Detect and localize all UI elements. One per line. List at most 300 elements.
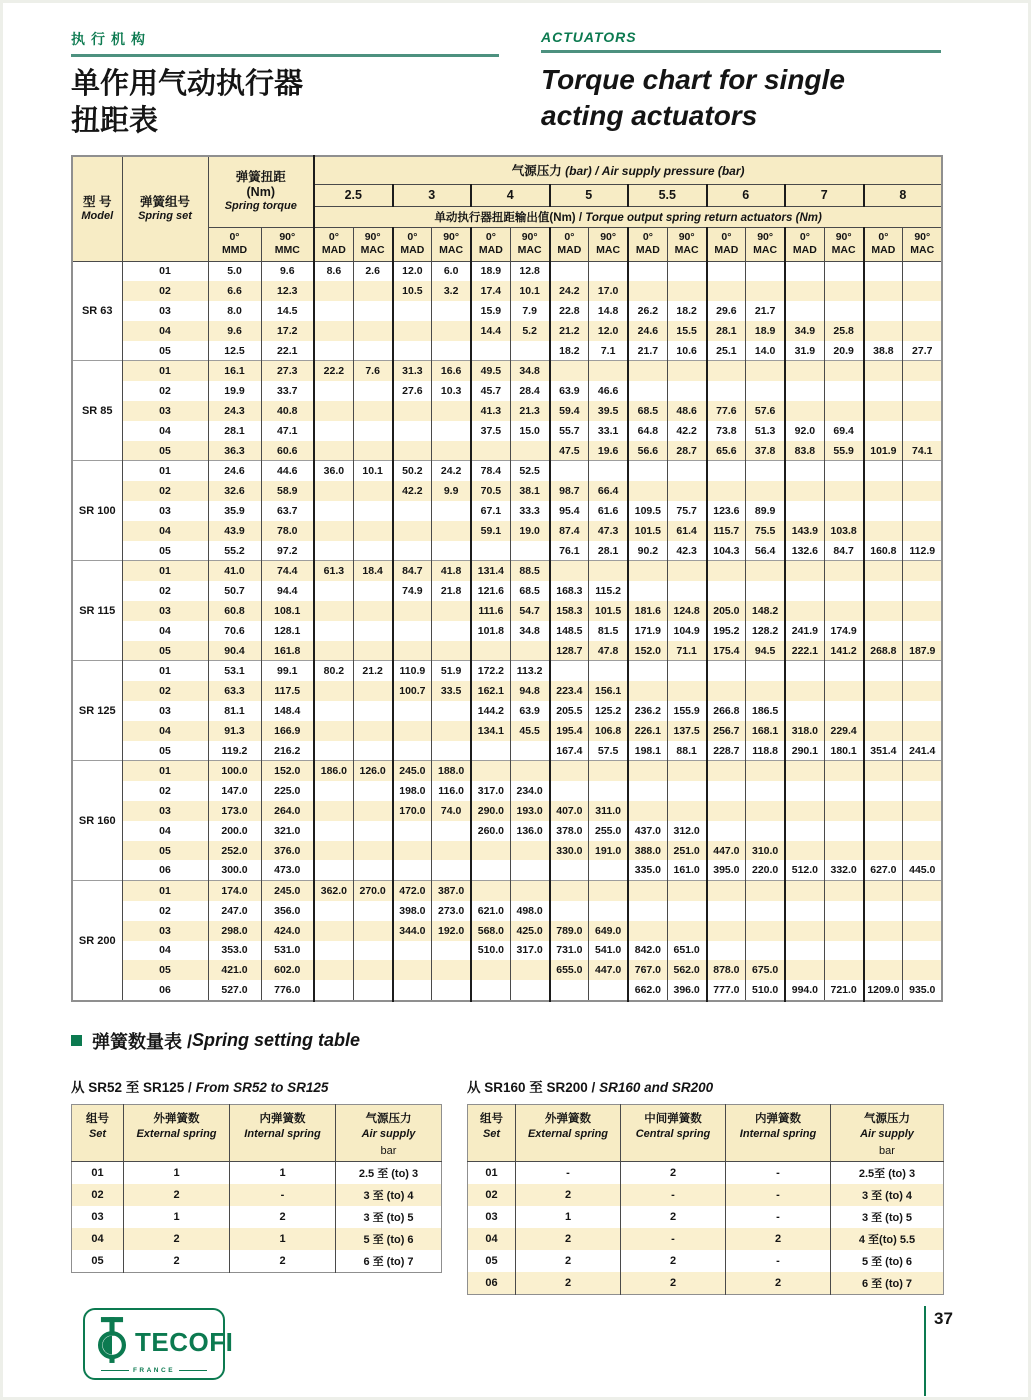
torque-cell: 655.0 [550, 960, 589, 980]
torque-cell: 317.0 [510, 941, 549, 961]
torque-cell: 10.5 [393, 281, 432, 301]
torque-cell: 42.2 [667, 421, 706, 441]
torque-cell: 180.1 [824, 741, 863, 761]
torque-cell: 17.4 [471, 281, 510, 301]
torque-cell [550, 261, 589, 281]
set-cell: 03 [122, 401, 208, 421]
torque-cell: 15.5 [667, 321, 706, 341]
logo-brand-text: TECOFI [135, 1326, 234, 1357]
torque-cell: 172.2 [471, 661, 510, 681]
torque-cell: 187.9 [903, 641, 942, 661]
torque-cell: 332.0 [824, 860, 863, 880]
torque-cell [824, 261, 863, 281]
torque-cell: 28.1 [707, 321, 746, 341]
torque-cell [314, 581, 353, 601]
set-cell: 05 [122, 441, 208, 461]
spring-set-header-zh: 弹簧组号 [139, 194, 190, 209]
spring-header-set: 组号 Set [468, 1104, 516, 1161]
torque-cell [903, 901, 942, 921]
torque-cell: 255.0 [589, 821, 628, 841]
torque-cell [667, 361, 706, 381]
torque-cell [628, 881, 667, 901]
spring-cell: 02 [72, 1184, 124, 1206]
torque-cell: 241.9 [785, 621, 824, 641]
torque-cell: 103.8 [824, 521, 863, 541]
torque-cell: 18.2 [667, 301, 706, 321]
torque-cell [471, 741, 510, 761]
set-cell: 03 [122, 921, 208, 941]
torque-cell: 69.4 [824, 421, 863, 441]
torque-cell: 510.0 [746, 980, 785, 1001]
torque-cell: 731.0 [550, 941, 589, 961]
torque-cell [903, 921, 942, 941]
torque-cell: 54.7 [510, 601, 549, 621]
torque-cell: 34.9 [785, 321, 824, 341]
torque-cell: 512.0 [785, 860, 824, 880]
spring-setting-section-title [71, 1028, 960, 1054]
torque-cell: 5.2 [510, 321, 549, 341]
torque-cell [824, 461, 863, 481]
torque-cell [667, 681, 706, 701]
torque-cell [550, 980, 589, 1001]
torque-cell: 22.8 [550, 301, 589, 321]
torque-cell [864, 941, 903, 961]
set-cell: 06 [122, 860, 208, 880]
spring-setting-tables [71, 1076, 960, 1295]
torque-cell [746, 881, 785, 901]
torque-cell: 144.2 [471, 701, 510, 721]
torque-cell: 100.7 [393, 681, 432, 701]
torque-cell [314, 921, 353, 941]
torque-output-header [314, 206, 942, 227]
set-cell: 06 [122, 980, 208, 1001]
torque-cell: 310.0 [746, 841, 785, 861]
torque-cell: 270.0 [353, 881, 392, 901]
torque-row-SR125-03 [72, 701, 942, 721]
torque-cell [353, 921, 392, 941]
spring-cell: 02 [468, 1184, 516, 1206]
torque-cell [353, 601, 392, 621]
torque-row-SR100-01 [72, 461, 942, 481]
torque-cell [510, 541, 549, 561]
torque-cell: 94.5 [746, 641, 785, 661]
torque-cell [824, 941, 863, 961]
torque-cell [314, 401, 353, 421]
torque-cell [824, 581, 863, 601]
torque-cell: 175.4 [707, 641, 746, 661]
torque-cell [432, 421, 471, 441]
torque-cell [510, 960, 549, 980]
torque-cell [628, 801, 667, 821]
torque-cell [353, 860, 392, 880]
torque-cell [550, 361, 589, 381]
torque-cell [824, 601, 863, 621]
torque-cell [707, 581, 746, 601]
torque-cell [864, 901, 903, 921]
torque-cell: 152.0 [628, 641, 667, 661]
torque-cell [903, 761, 942, 781]
torque-cell: 113.2 [510, 661, 549, 681]
torque-cell: 75.5 [746, 521, 785, 541]
model-cell: SR 115 [72, 561, 122, 661]
header-right [541, 29, 941, 140]
angle-code-header-mmc: 90° MMC [261, 227, 314, 261]
torque-row-SR200-03 [72, 921, 942, 941]
model-cell: SR 85 [72, 361, 122, 461]
torque-cell [785, 701, 824, 721]
torque-cell: 777.0 [707, 980, 746, 1001]
torque-cell [785, 781, 824, 801]
torque-cell: 266.8 [707, 701, 746, 721]
torque-cell: 234.0 [510, 781, 549, 801]
torque-cell [628, 901, 667, 921]
torque-cell [589, 860, 628, 880]
angle-code-header-mac: 90° MAC [353, 227, 392, 261]
torque-cell [353, 501, 392, 521]
mmc-cell: 33.7 [261, 381, 314, 401]
set-cell: 04 [122, 621, 208, 641]
set-cell: 05 [122, 960, 208, 980]
torque-cell [667, 921, 706, 941]
torque-cell [353, 841, 392, 861]
mmd-cell: 252.0 [208, 841, 261, 861]
torque-cell: 318.0 [785, 721, 824, 741]
torque-cell [864, 261, 903, 281]
torque-cell [432, 541, 471, 561]
torque-cell: 55.9 [824, 441, 863, 461]
torque-row-SR160-06 [72, 860, 942, 880]
torque-cell: 37.8 [746, 441, 785, 461]
torque-cell: 15.9 [471, 301, 510, 321]
spring-header-internal-spring: 内弹簧数 Internal spring [726, 1104, 831, 1161]
torque-cell: 118.8 [746, 741, 785, 761]
spring-row-02 [468, 1184, 944, 1206]
torque-cell: 568.0 [471, 921, 510, 941]
torque-cell [864, 401, 903, 421]
spring-header-external-spring: 外弹簧数 External spring [516, 1104, 621, 1161]
angle-code-header-mmd: 0° MMD [208, 227, 261, 261]
set-cell: 03 [122, 301, 208, 321]
torque-cell [628, 921, 667, 941]
torque-cell: 186.0 [314, 761, 353, 781]
angle-code-header-mad: 0° MAD [471, 227, 510, 261]
torque-cell: 188.0 [432, 761, 471, 781]
torque-cell: 222.1 [785, 641, 824, 661]
torque-cell: 45.7 [471, 381, 510, 401]
model-cell: SR 100 [72, 461, 122, 561]
mmd-cell: 353.0 [208, 941, 261, 961]
torque-cell: 388.0 [628, 841, 667, 861]
torque-cell [353, 441, 392, 461]
torque-cell [824, 901, 863, 921]
spring-row-01 [468, 1161, 944, 1184]
spring-setting-table-sr52-sr125 [71, 1104, 442, 1273]
torque-output-header-zh: 单动执行器扭距输出值(Nm) / [434, 211, 586, 224]
torque-cell: 56.6 [628, 441, 667, 461]
air-supply-pressure-header [314, 156, 942, 185]
torque-cell [471, 341, 510, 361]
spring-row-03 [72, 1206, 442, 1228]
torque-cell [903, 421, 942, 441]
torque-cell [432, 960, 471, 980]
spring-table-block-left [71, 1076, 442, 1273]
mmc-cell: 152.0 [261, 761, 314, 781]
torque-cell: 70.5 [471, 481, 510, 501]
torque-cell [432, 721, 471, 741]
torque-cell [707, 661, 746, 681]
spring-cell: 05 [468, 1250, 516, 1272]
spring-table-left-title [71, 1076, 442, 1096]
torque-cell [785, 401, 824, 421]
torque-cell: 330.0 [550, 841, 589, 861]
torque-cell: 198.1 [628, 741, 667, 761]
torque-cell [903, 401, 942, 421]
torque-cell [707, 881, 746, 901]
torque-cell [903, 481, 942, 501]
torque-cell: 395.0 [707, 860, 746, 880]
torque-cell [432, 321, 471, 341]
page-title-en-line1: Torque chart for single [541, 63, 845, 95]
torque-cell: 77.6 [707, 401, 746, 421]
torque-cell [314, 621, 353, 641]
torque-cell [314, 501, 353, 521]
header-rule-left [71, 54, 499, 57]
torque-cell [785, 361, 824, 381]
torque-row-SR63-02 [72, 281, 942, 301]
torque-cell [903, 681, 942, 701]
torque-cell: 110.9 [393, 661, 432, 681]
pressure-header-2.5: 2.5 [314, 184, 393, 206]
torque-cell [510, 441, 549, 461]
torque-cell: 106.8 [589, 721, 628, 741]
torque-cell: 63.9 [510, 701, 549, 721]
torque-cell [314, 801, 353, 821]
set-cell: 01 [122, 661, 208, 681]
torque-cell [864, 381, 903, 401]
mmc-cell: 40.8 [261, 401, 314, 421]
torque-cell: 36.0 [314, 461, 353, 481]
torque-cell [707, 561, 746, 581]
torque-cell: 56.4 [746, 541, 785, 561]
torque-cell: 18.9 [746, 321, 785, 341]
torque-cell [707, 761, 746, 781]
mmc-cell: 161.8 [261, 641, 314, 661]
spring-cell: 06 [468, 1272, 516, 1295]
torque-cell: 12.0 [589, 321, 628, 341]
set-cell: 03 [122, 601, 208, 621]
torque-cell [314, 441, 353, 461]
spring-cell: 2 [621, 1250, 726, 1272]
mmc-cell: 245.0 [261, 881, 314, 901]
spring-cell: 2 [516, 1272, 621, 1295]
torque-cell [432, 841, 471, 861]
mmd-cell: 174.0 [208, 881, 261, 901]
torque-cell [510, 980, 549, 1001]
torque-cell: 98.7 [550, 481, 589, 501]
torque-cell [314, 980, 353, 1001]
model-column-header [72, 156, 122, 262]
spring-cell: 1 [230, 1161, 336, 1184]
torque-row-SR160-05 [72, 841, 942, 861]
set-cell: 02 [122, 581, 208, 601]
torque-row-SR85-04 [72, 421, 942, 441]
model-header-zh: 型 号 [83, 194, 112, 209]
torque-cell: 74.9 [393, 581, 432, 601]
torque-cell: 437.0 [628, 821, 667, 841]
spring-cell: 2 [230, 1206, 336, 1228]
torque-cell: 311.0 [589, 801, 628, 821]
torque-cell [314, 960, 353, 980]
torque-cell [864, 561, 903, 581]
torque-cell [353, 341, 392, 361]
torque-cell: 65.6 [707, 441, 746, 461]
spring-table-right-title-zh: 从 SR160 至 SR200 / [467, 1079, 600, 1095]
angle-code-header-mac: 90° MAC [589, 227, 628, 261]
torque-cell [746, 461, 785, 481]
torque-cell [864, 281, 903, 301]
mmd-cell: 43.9 [208, 521, 261, 541]
torque-cell [353, 621, 392, 641]
section-title-en: Spring setting table [192, 1030, 361, 1051]
tecofi-logo [83, 1308, 234, 1380]
torque-cell: 109.5 [628, 501, 667, 521]
angle-code-header-mac: 90° MAC [903, 227, 942, 261]
torque-row-SR115-05 [72, 641, 942, 661]
set-cell: 04 [122, 821, 208, 841]
spring-header-air-supply: 气源压力 Air supply bar [831, 1104, 944, 1161]
torque-cell [432, 821, 471, 841]
torque-cell [393, 960, 432, 980]
spring-table-right-title [467, 1076, 944, 1096]
torque-cell [864, 521, 903, 541]
torque-cell [824, 481, 863, 501]
torque-cell [864, 701, 903, 721]
torque-cell: 198.0 [393, 781, 432, 801]
angle-code-header-mac: 90° MAC [746, 227, 785, 261]
torque-cell: 236.2 [628, 701, 667, 721]
torque-cell [667, 461, 706, 481]
torque-cell: 675.0 [746, 960, 785, 980]
torque-cell [353, 960, 392, 980]
angle-code-header-mad: 0° MAD [314, 227, 353, 261]
torque-cell: 20.9 [824, 341, 863, 361]
torque-cell [824, 801, 863, 821]
torque-cell [628, 661, 667, 681]
torque-cell: 878.0 [707, 960, 746, 980]
mmc-cell: 166.9 [261, 721, 314, 741]
torque-cell: 195.2 [707, 621, 746, 641]
spring-cell: 2 [621, 1206, 726, 1228]
torque-cell [707, 461, 746, 481]
spring-cell: 2 [621, 1161, 726, 1184]
set-cell: 04 [122, 321, 208, 341]
torque-cell [746, 921, 785, 941]
torque-cell [903, 721, 942, 741]
torque-cell: 134.1 [471, 721, 510, 741]
torque-cell: 42.2 [393, 481, 432, 501]
torque-cell [393, 860, 432, 880]
set-cell: 02 [122, 481, 208, 501]
torque-cell: 10.1 [353, 461, 392, 481]
spring-row-05 [72, 1250, 442, 1273]
mmd-cell: 41.0 [208, 561, 261, 581]
torque-cell [864, 301, 903, 321]
torque-cell: 14.0 [746, 341, 785, 361]
mmc-cell: 376.0 [261, 841, 314, 861]
torque-cell: 205.0 [707, 601, 746, 621]
spring-cell: 5 至 (to) 6 [861, 1255, 913, 1268]
pressure-header-7: 7 [785, 184, 864, 206]
spring-cell: 1 [230, 1228, 336, 1250]
mmc-cell: 108.1 [261, 601, 314, 621]
torque-row-SR63-03 [72, 301, 942, 321]
torque-cell: 80.2 [314, 661, 353, 681]
torque-cell [667, 901, 706, 921]
torque-cell [707, 901, 746, 921]
torque-row-SR63-04 [72, 321, 942, 341]
torque-cell [314, 860, 353, 880]
mmd-cell: 16.1 [208, 361, 261, 381]
torque-cell: 123.6 [707, 501, 746, 521]
torque-cell [628, 581, 667, 601]
torque-row-SR100-05 [72, 541, 942, 561]
torque-cell: 10.3 [432, 381, 471, 401]
torque-cell [785, 461, 824, 481]
torque-cell: 33.5 [432, 681, 471, 701]
torque-cell [314, 481, 353, 501]
angle-code-header-mad: 0° MAD [393, 227, 432, 261]
torque-cell: 73.8 [707, 421, 746, 441]
torque-cell [353, 741, 392, 761]
torque-cell: 15.0 [510, 421, 549, 441]
torque-cell: 193.0 [510, 801, 549, 821]
torque-cell [628, 761, 667, 781]
torque-cell [393, 501, 432, 521]
torque-cell: 46.6 [589, 381, 628, 401]
torque-cell [314, 301, 353, 321]
mmd-cell: 300.0 [208, 860, 261, 880]
spring-cell: 2 [124, 1228, 230, 1250]
torque-cell [785, 841, 824, 861]
torque-cell: 18.4 [353, 561, 392, 581]
torque-cell [785, 561, 824, 581]
torque-cell: 78.4 [471, 461, 510, 481]
torque-row-SR200-06 [72, 980, 942, 1001]
torque-cell: 104.9 [667, 621, 706, 641]
torque-cell: 141.2 [824, 641, 863, 661]
torque-cell: 48.6 [667, 401, 706, 421]
torque-cell: 241.4 [903, 741, 942, 761]
torque-cell [353, 641, 392, 661]
set-cell: 03 [122, 701, 208, 721]
torque-cell [864, 881, 903, 901]
mmc-cell: 94.4 [261, 581, 314, 601]
mmc-cell: 97.2 [261, 541, 314, 561]
torque-cell: 160.8 [864, 541, 903, 561]
torque-cell [393, 641, 432, 661]
torque-cell: 116.0 [432, 781, 471, 801]
spring-table-header-row [72, 1104, 442, 1161]
torque-cell [432, 980, 471, 1001]
page-title-zh-line1: 单作用气动执行器 [71, 67, 304, 100]
torque-cell: 25.8 [824, 321, 863, 341]
mmd-cell: 32.6 [208, 481, 261, 501]
spring-cell: 2.5至 (to) 3 [858, 1167, 916, 1180]
torque-row-SR100-03 [72, 501, 942, 521]
torque-cell [864, 781, 903, 801]
torque-cell: 6.0 [432, 261, 471, 281]
torque-cell [353, 721, 392, 741]
